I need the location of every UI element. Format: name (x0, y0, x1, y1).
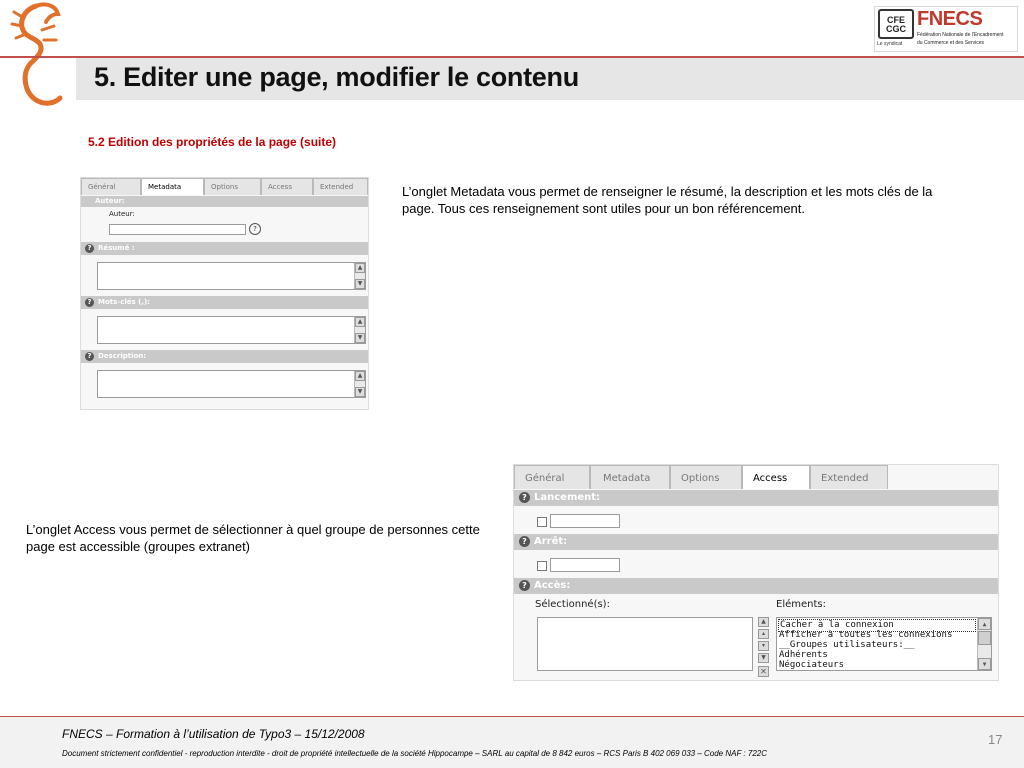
scrollbar[interactable] (354, 317, 365, 343)
fnecs-brand-line1: Fédération Nationale de l'Encadrement (917, 32, 1004, 38)
metadata-tab-screenshot (80, 177, 369, 410)
access-description-text: L’onglet Access vous permet de sélectionner à quel groupe de personnes cette page est accessible (groupes extranet) (26, 522, 480, 554)
scroll-down-icon[interactable]: ▼ (355, 333, 365, 343)
scrollbar[interactable] (977, 618, 991, 670)
tab-access[interactable]: Access (742, 465, 810, 489)
help-icon[interactable]: ? (249, 223, 261, 235)
scroll-up-icon[interactable]: ▲ (355, 317, 365, 327)
tab-metadata[interactable]: Metadata (590, 465, 670, 489)
author-input[interactable] (109, 224, 246, 235)
items-label: Eléments: (776, 599, 826, 610)
logo-tagline: Le syndicat (877, 41, 903, 47)
list-item-adherents[interactable]: Adhérents (779, 650, 828, 660)
remove-icon[interactable]: ✕ (758, 666, 769, 677)
selected-label: Sélectionné(s): (535, 599, 610, 610)
start-date-input[interactable] (550, 514, 620, 528)
page-number: 17 (988, 732, 1003, 747)
help-icon[interactable]: ? (85, 298, 94, 307)
available-groups-list[interactable] (776, 617, 992, 671)
move-down-icon[interactable]: ▾ (758, 641, 769, 651)
footer-legal-notice: Document strictement confidentiel - reproduction interdite - droit de propriété intellectuelle de la société Hippocampe – SARL au capital de 8 842 euros – RCS Paris B 402 069 033 – Code NAF : 722C (62, 749, 767, 758)
section-access: ? Accès: (514, 578, 998, 594)
list-item-hide-at-login[interactable]: Cacher à la connexion (778, 619, 976, 632)
help-icon[interactable]: ? (519, 536, 530, 547)
tab-access[interactable]: Access (261, 178, 313, 195)
section-summary: ? Résumé : (81, 242, 368, 255)
page-title: 5. Editer une page, modifier le contenu (94, 62, 579, 92)
scroll-down-icon[interactable]: ▼ (355, 387, 365, 397)
tab-general[interactable]: Général (514, 465, 590, 489)
fnecs-brand-line2: du Commerce et des Services (917, 40, 984, 46)
section-stop: ? Arrêt: (514, 534, 998, 550)
metadata-description-text: L’onglet Metadata vous permet de renseigner le résumé, la description et les mots clés de la page. Tous ces renseignement sont utiles pour un bon référencement. (402, 184, 933, 216)
fnecs-logo (874, 6, 1018, 52)
tab-general[interactable]: Général (81, 178, 141, 195)
seahorse-logo (6, 0, 68, 110)
help-icon[interactable]: ? (85, 244, 94, 253)
footer (0, 717, 1024, 768)
list-controls (758, 617, 769, 677)
help-icon[interactable]: ? (519, 580, 530, 591)
summary-textarea[interactable] (97, 262, 366, 290)
tab-options[interactable]: Options (204, 178, 261, 195)
selected-groups-list[interactable] (537, 617, 753, 671)
tab-options[interactable]: Options (670, 465, 742, 489)
stop-checkbox[interactable] (537, 561, 547, 571)
tab-bar (81, 178, 368, 195)
keywords-textarea[interactable] (97, 316, 366, 344)
tab-extended[interactable]: Extended (810, 465, 888, 489)
stop-date-input[interactable] (550, 558, 620, 572)
scrollbar[interactable] (354, 371, 365, 397)
description-textarea[interactable] (97, 370, 366, 398)
scroll-up-icon[interactable]: ▲ (355, 371, 365, 381)
footer-course-title: FNECS – Formation à l’utilisation de Typo3 – 15/12/2008 (62, 727, 365, 741)
move-top-icon[interactable]: ▲ (758, 617, 769, 627)
access-tab-screenshot (513, 464, 999, 681)
section-start: ? Lancement: (514, 490, 998, 506)
scrollbar[interactable] (354, 263, 365, 289)
tab-metadata[interactable]: Metadata (141, 178, 204, 195)
scroll-up-icon[interactable]: ▲ (978, 618, 991, 630)
section-author: Auteur: (81, 196, 368, 207)
list-item-user-groups[interactable]: __Groupes utilisateurs:__ (779, 640, 915, 650)
scroll-down-icon[interactable]: ▼ (978, 658, 991, 670)
scroll-down-icon[interactable]: ▼ (355, 279, 365, 289)
section-description: ? Description: (81, 350, 368, 363)
tab-extended[interactable]: Extended (313, 178, 368, 195)
scroll-up-icon[interactable]: ▲ (355, 263, 365, 273)
scroll-thumb[interactable] (978, 631, 991, 645)
cfe-cgc-mark: CFE CGC (886, 15, 906, 34)
move-up-icon[interactable]: ▴ (758, 629, 769, 639)
section-subtitle: 5.2 Edition des propriétés de la page (suite) (88, 135, 337, 149)
list-item-negociateurs[interactable]: Négociateurs (779, 660, 845, 670)
author-field-label: Auteur: (109, 210, 135, 218)
fnecs-brand: FNECS (917, 8, 983, 30)
help-icon[interactable]: ? (85, 352, 94, 361)
move-bottom-icon[interactable]: ▼ (758, 653, 769, 663)
help-icon[interactable]: ? (519, 492, 530, 503)
list-item-show-all[interactable]: Afficher à toutes les connexions (779, 630, 953, 640)
section-keywords: ? Mots-clés (,): (81, 296, 368, 309)
tab-bar (514, 465, 998, 489)
start-checkbox[interactable] (537, 517, 547, 527)
